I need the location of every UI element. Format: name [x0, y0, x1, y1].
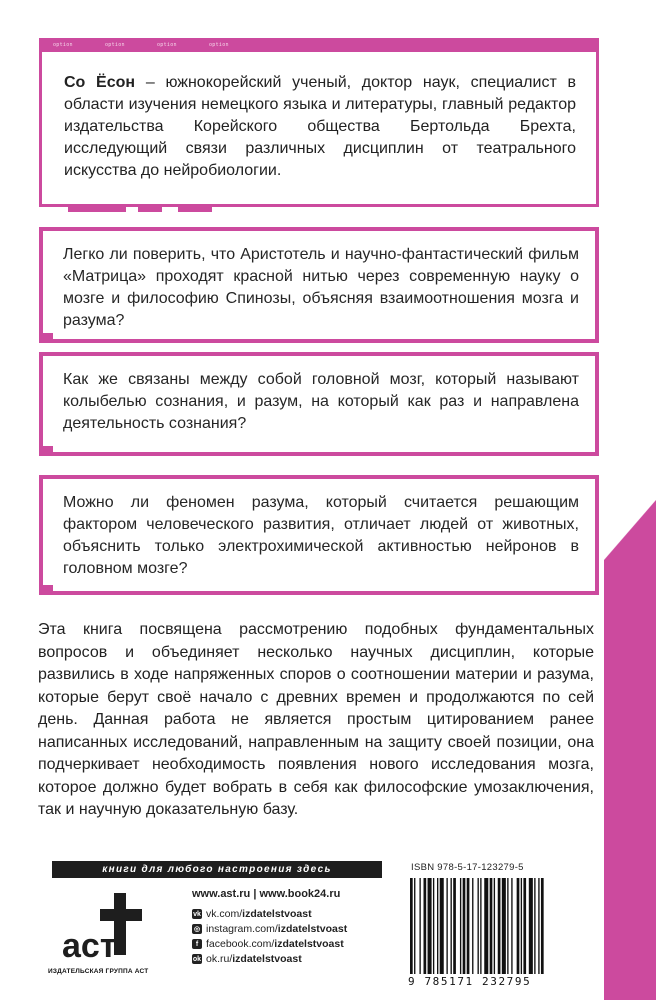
social-prefix: facebook.com/ — [206, 938, 275, 950]
question-box-2 — [39, 352, 599, 456]
topbar-label: option — [53, 42, 73, 48]
barcode-bar — [521, 878, 522, 974]
barcode-bar — [490, 878, 493, 974]
publisher-logo — [56, 885, 166, 981]
barcode-bar — [484, 878, 488, 974]
barcode-bar — [538, 878, 539, 974]
barcode-bar — [428, 878, 432, 974]
question-box-corner — [39, 585, 53, 595]
author-box-tab — [68, 207, 126, 212]
barcode-bar — [517, 878, 520, 974]
question-text: Легко ли поверить, что Аристотель и научно-фантастический фильм «Матрица» проходят красной нитью через современную науку о мозге и философию Спинозы, объясняя взаимоотношения мозга и разума? — [63, 246, 579, 329]
barcode-bar — [440, 878, 444, 974]
social-link-vk[interactable] — [192, 907, 312, 921]
slogan-bar: книги для любого настроения здесь — [52, 861, 382, 878]
barcode-bar — [460, 878, 461, 974]
instagram-icon: ◎ — [193, 926, 201, 933]
side-strip-diagonal — [604, 500, 656, 560]
publisher-name: ИЗДАТЕЛЬСКАЯ ГРУППА АСТ — [48, 968, 149, 975]
facebook-icon: f — [192, 939, 202, 949]
author-box — [39, 47, 599, 207]
barcode-bar — [498, 878, 501, 974]
logo-text: аст — [62, 927, 117, 965]
barcode-bar — [467, 878, 470, 974]
barcode-bar — [511, 878, 512, 974]
barcode-bar — [480, 878, 481, 974]
author-name: Со Ёсон — [64, 74, 136, 91]
barcode-bar — [463, 878, 466, 974]
author-bio-text: – южнокорейский ученый, доктор наук, специалист в области изучения немецкого языка и литературы, главный редактор издательства Корейского общества Бертольда Брехта, исследующий связи различных дисциплин от театрального искусства до нейробиологии. — [64, 74, 576, 179]
topbar-label: option — [209, 42, 229, 48]
barcode-bar — [453, 878, 456, 974]
barcode-bar — [523, 878, 526, 974]
question-box-bottom — [39, 452, 599, 456]
barcode-digits: 9 785171 232795 — [408, 975, 532, 988]
barcode-bar — [437, 878, 438, 974]
topbar-label: option — [105, 42, 125, 48]
social-link-ok[interactable] — [192, 952, 302, 966]
barcode-bar — [433, 878, 434, 974]
question-text: Как же связаны между собой головной мозг, который называют колыбелью сознания, и разум, на который как раз и направлена деятельность сознания? — [63, 371, 579, 432]
barcode-bar — [410, 878, 413, 974]
social-prefix: instagram.com/ — [206, 923, 278, 935]
barcode — [408, 878, 586, 978]
barcode-bar — [414, 878, 415, 974]
social-link-facebook[interactable] — [192, 937, 344, 951]
barcode-bar — [446, 878, 447, 974]
barcode-bar — [424, 878, 427, 974]
social-handle: izdatelstvoast — [242, 908, 312, 920]
publisher-sites[interactable]: www.ast.ru | www.book24.ru — [192, 888, 341, 900]
author-box-tab — [138, 207, 162, 212]
barcode-bar — [541, 878, 544, 974]
question-box-bottom — [39, 591, 599, 595]
question-text: Можно ли феномен разума, который считается решающим фактором человеческого развития, отличает людей от животных, объяснить только электрохимической активностью нейронов в головном мозге? — [63, 494, 579, 577]
barcode-bar — [472, 878, 473, 974]
social-prefix: ok.ru/ — [206, 953, 233, 965]
author-bio — [64, 72, 576, 182]
social-prefix: vk.com/ — [206, 908, 243, 920]
social-handle: izdatelstvoast — [232, 953, 302, 965]
barcode-bar — [534, 878, 535, 974]
question-box-3 — [39, 475, 599, 595]
social-handle: izdatelstvoast — [277, 923, 348, 935]
author-box-tab — [178, 207, 212, 212]
question-box-1 — [39, 227, 599, 343]
social-link-instagram[interactable] — [192, 922, 347, 936]
topbar-label: option — [157, 42, 177, 48]
barcode-bar — [478, 878, 479, 974]
question-box-bottom — [39, 339, 599, 343]
barcode-bar — [494, 878, 495, 974]
book-description: Эта книга посвящена рассмотрению подобных фундаментальных вопросов и объединяет несколько научных дисциплин, которые развились в ходе напряженных споров о соотношении материи и разума, которые берут своё начало с древних времен и продолжаются по сей день. Данная работа не является простым цитированием ранее написанных исследований, направленным на защиту своей позиции, она подчеркивает необходимость появления нового исследования мозга, которое должно будет вобрать в себя как философские умозаключения, так и научную доказательную базу. — [38, 621, 594, 818]
social-handle: izdatelstvoast — [274, 938, 344, 950]
side-strip — [604, 560, 656, 1000]
vk-icon: vk — [193, 910, 201, 918]
barcode-bar — [529, 878, 533, 974]
ok-icon: ok — [192, 955, 202, 963]
barcode-bar — [451, 878, 452, 974]
isbn: ISBN 978-5-17-123279-5 — [411, 862, 524, 873]
barcode-bar — [507, 878, 508, 974]
barcode-bar — [502, 878, 506, 974]
question-box-corner — [39, 333, 53, 343]
barcode-bar — [419, 878, 420, 974]
question-box-corner — [39, 446, 53, 456]
